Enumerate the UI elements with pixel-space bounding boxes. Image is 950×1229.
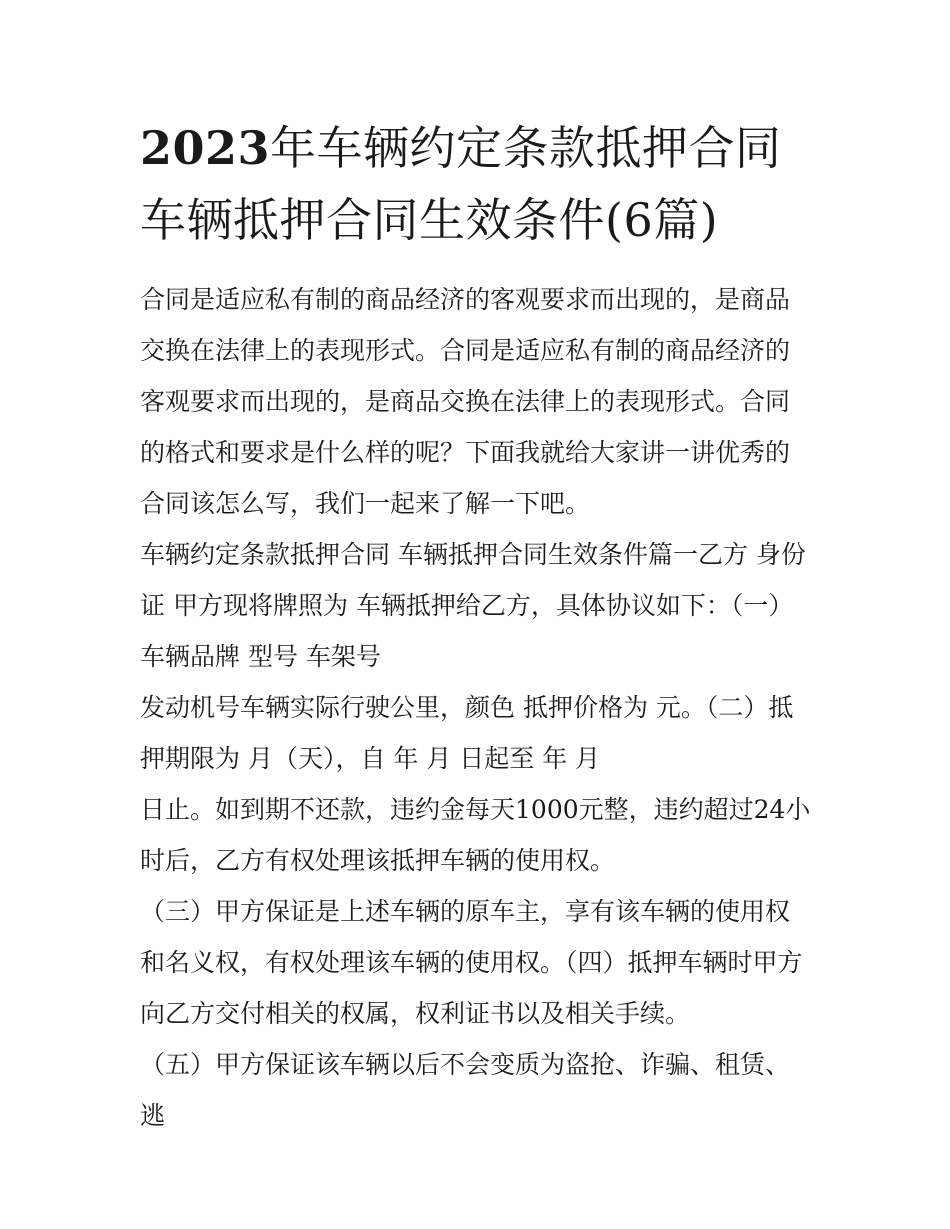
document-body [140,112,812,1141]
paragraph-clause-2: 发动机号车辆实际行驶公里，颜色 抵押价格为 元。（二）抵押期限为 月（天），自 年 月 日起至 年 月 [140,693,794,773]
paragraph-penalty: 日止。如到期不还款，违约金每天1000元整，违约超过24小时后，乙方有权处理该抵押车辆的使用权。 [140,795,811,875]
paragraph-intro: 合同是适应私有制的商品经济的客观要求而出现的，是商品交换在法律上的表现形式。合同是适应私有制的商品经济的客观要求而出现的，是商品交换在法律上的表现形式。合同的格式和要求是什么样的呢？下面我就给大家讲一讲优秀的合同该怎么写，我们一起来了解一下吧。 [140,285,791,518]
title-text: 年车辆约定条款抵押合同车辆抵押合同生效条件(6篇) [140,121,782,247]
paragraph-clause-1: 车辆约定条款抵押合同 车辆抵押合同生效条件篇一乙方 身份证 甲方现将牌照为 车辆抵押给乙方，具体协议如下：（一）车辆品牌 型号 车架号 [140,540,806,671]
paragraph-clause-5: （五）甲方保证该车辆以后不会变质为盗抢、诈骗、租赁、逃 [140,1050,791,1130]
document-title [140,112,812,256]
paragraph-clause-3-4: （三）甲方保证是上述车辆的原车主，享有该车辆的使用权和名义权，有权处理该车辆的使用权。（四）抵押车辆时甲方向乙方交付相关的权属，权利证书以及相关手续。 [140,897,803,1028]
title-year: 2023 [140,121,271,175]
